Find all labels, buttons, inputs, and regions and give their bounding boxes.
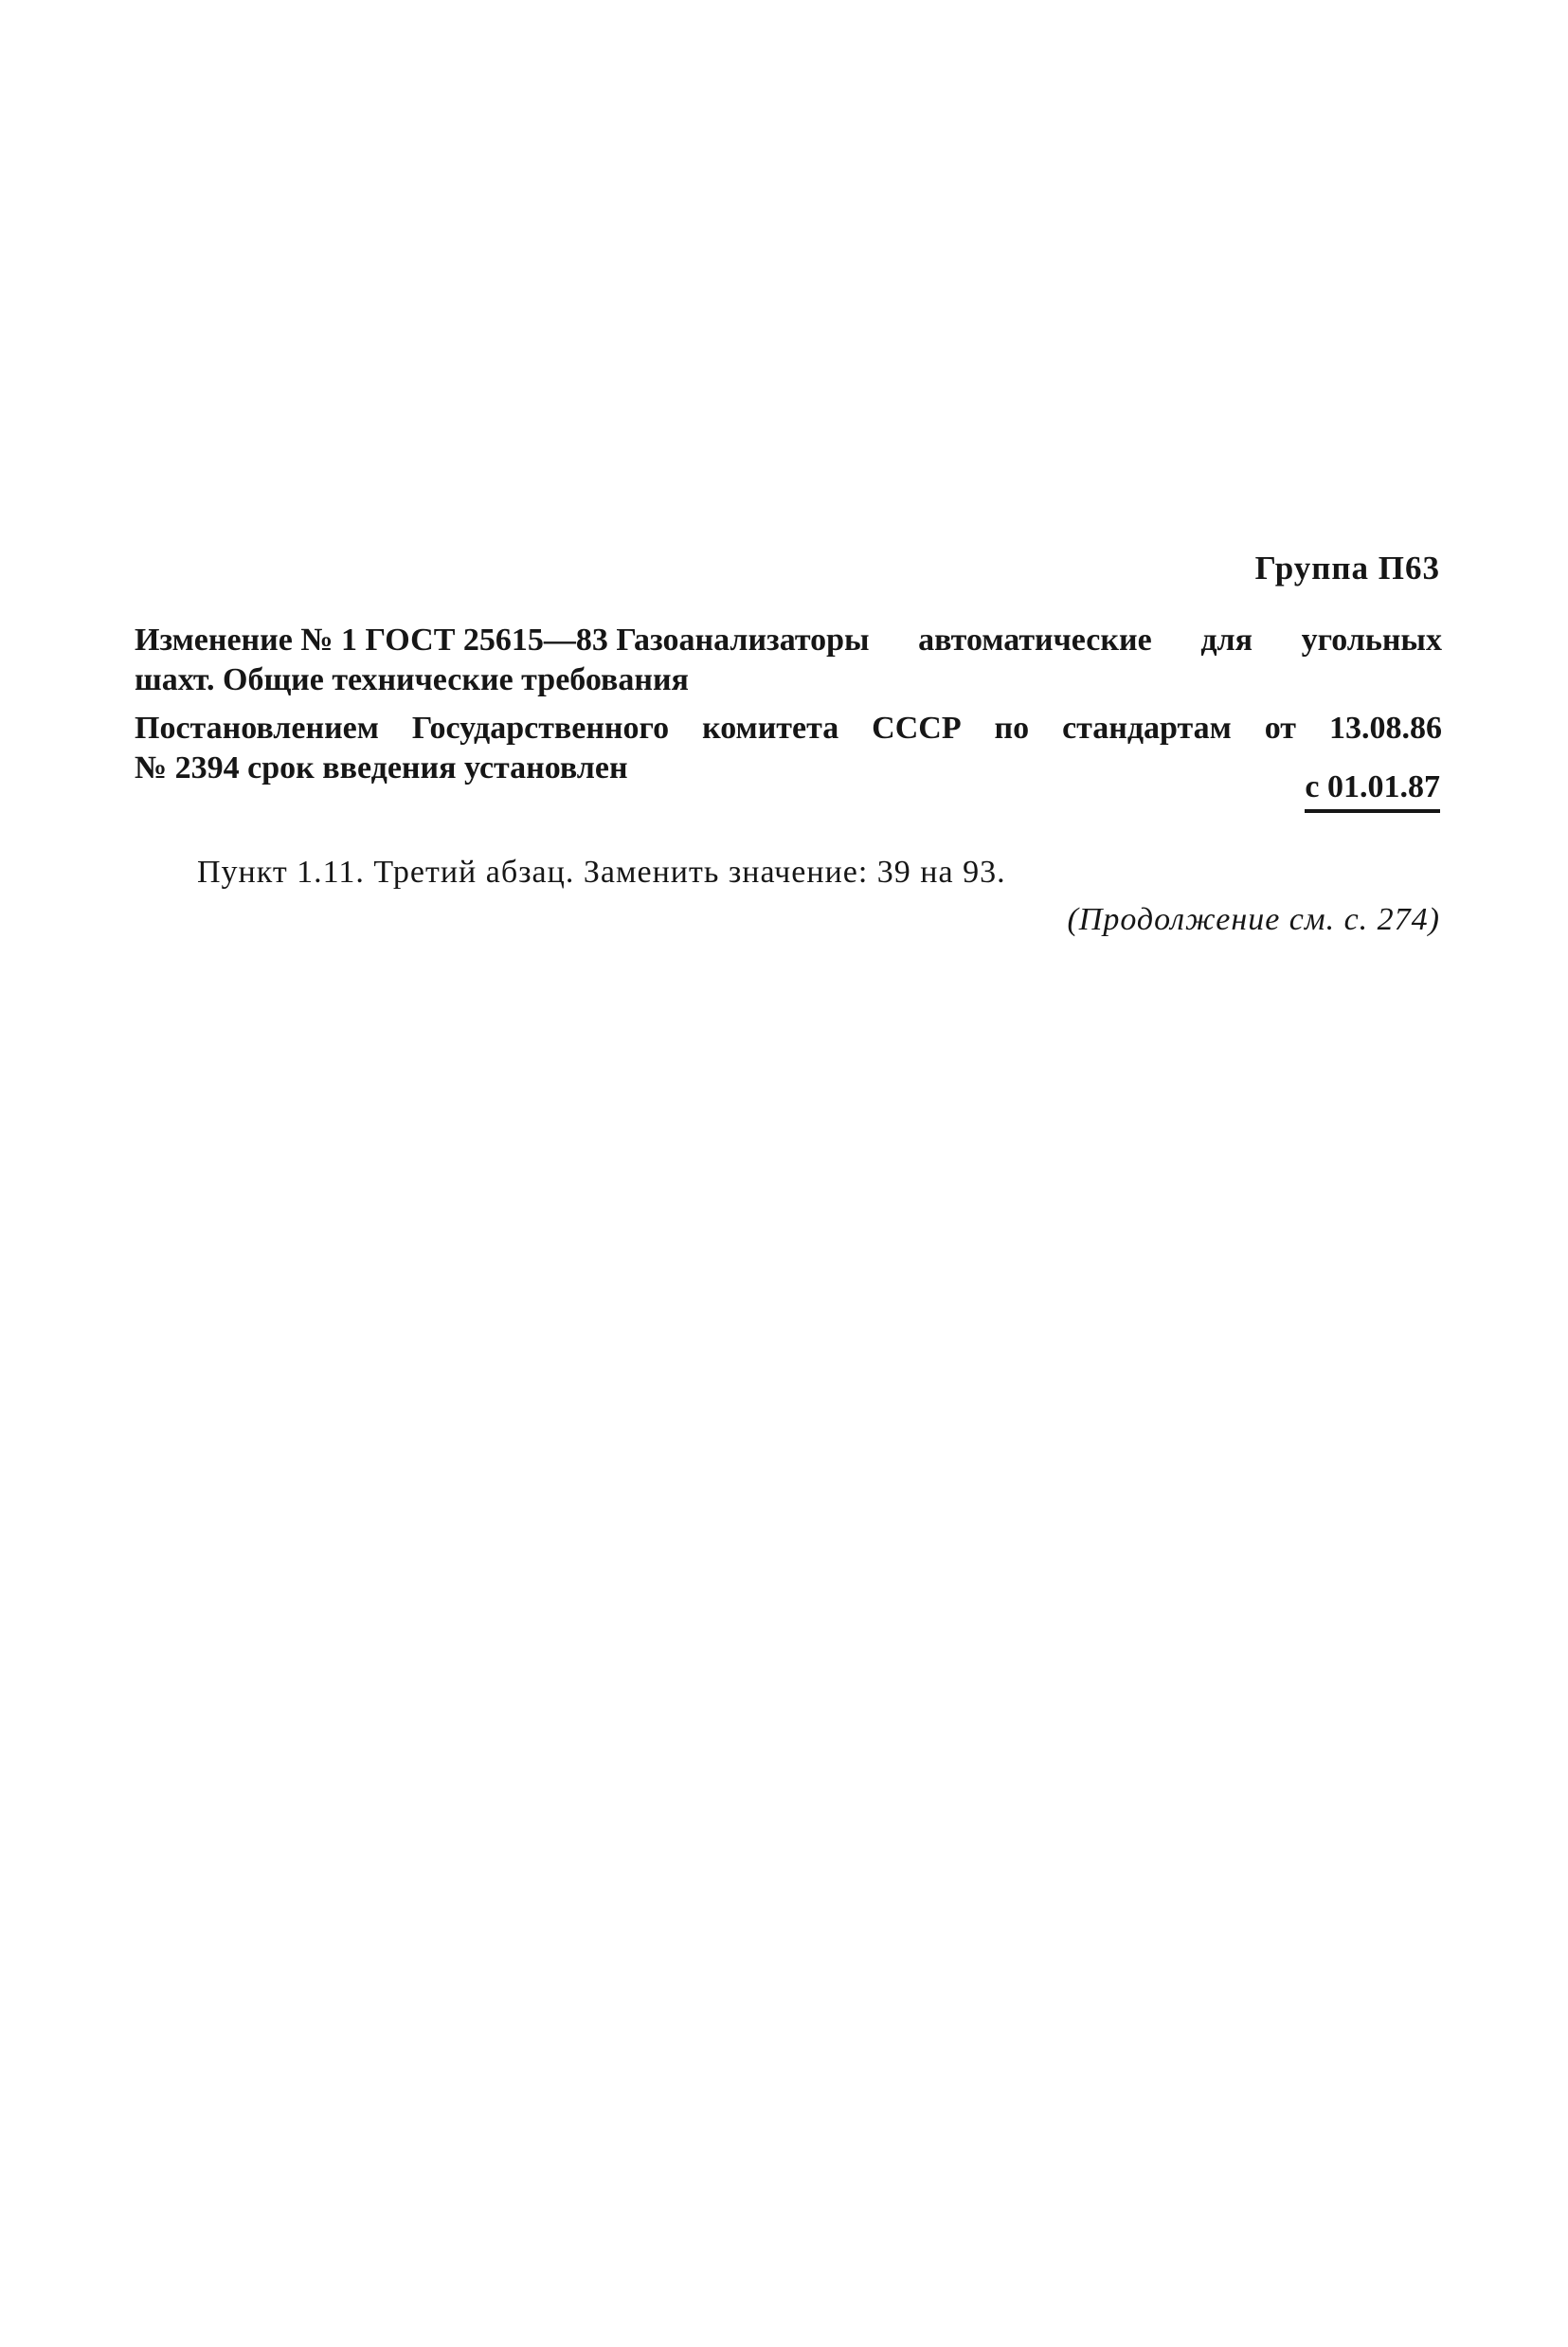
- decree-date: 13.08.86: [1328, 711, 1442, 746]
- effective-date: с 01.01.87: [1305, 769, 1440, 813]
- decree-number: № 2394 срок введения установлен: [135, 750, 628, 785]
- effective-date-row: [1305, 769, 1440, 813]
- decree-word: по: [994, 711, 1030, 746]
- decree-line-1: [135, 709, 1442, 749]
- decree-line-2: [135, 749, 1442, 788]
- decree-word: стандартам: [1062, 711, 1232, 746]
- amendment-paragraph: Пункт 1.11. Третий абзац. Заменить значение: 39 на 93.: [197, 855, 1006, 890]
- change-title-word: автоматические: [918, 623, 1152, 658]
- change-title-line-2: [135, 660, 1442, 700]
- change-title-line-1: [135, 621, 1442, 660]
- decree-word: Государственного: [411, 711, 670, 746]
- continuation-note: (Продолжение см. с. 274): [1067, 902, 1440, 937]
- decree-text: [135, 709, 1442, 788]
- change-title-word: угольных: [1301, 623, 1442, 658]
- change-title: [135, 621, 1442, 700]
- decree-word: от: [1264, 711, 1296, 746]
- change-title-word: для: [1200, 623, 1253, 658]
- decree-word: Постановлением: [135, 711, 379, 746]
- decree-word: комитета: [702, 711, 839, 746]
- change-title-subtitle: шахт. Общие технические требования: [135, 662, 689, 697]
- change-title-word: Изменение № 1 ГОСТ 25615—83 Газоанализаторы: [135, 623, 870, 658]
- group-label: Группа П63: [1254, 550, 1440, 587]
- decree-word: СССР: [872, 711, 962, 746]
